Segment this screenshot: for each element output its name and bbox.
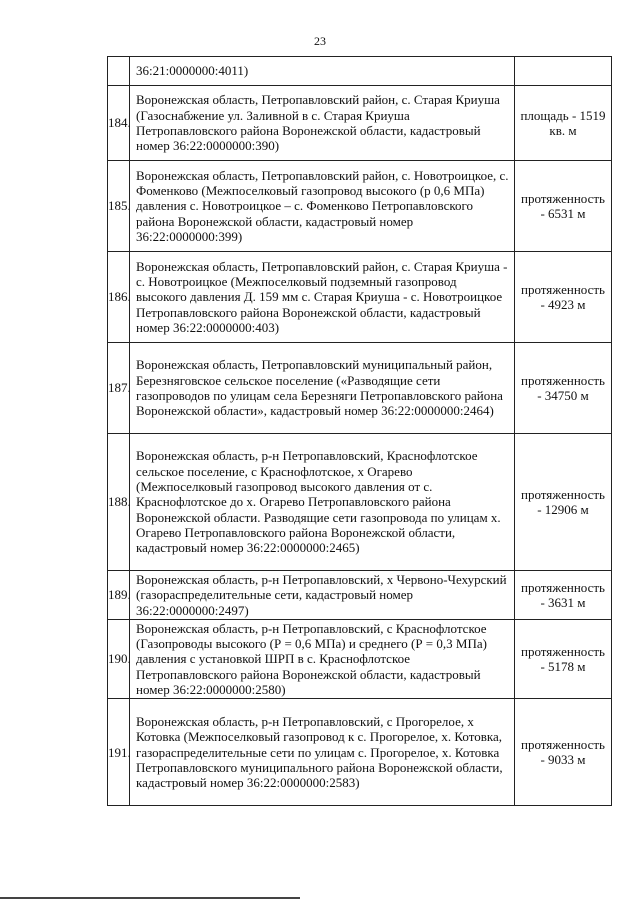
object-measure: площадь - 1519 кв. м [515, 86, 612, 161]
object-description: Воронежская область, р-н Петропавловский, с Прогорелое, х Котовка (Межпоселковый газопровод к с. Прогорелое, х. Котовка, газораспределительные сети по улицам с. Прогорелое, х. Котовка Петропавловского муниципального района Воронежской области, кадастровый номер 36:22:0000000:2583) [130, 699, 515, 806]
object-measure: протяженность - 6531 м [515, 161, 612, 252]
object-description: Воронежская область, р-н Петропавловский, с Краснофлотское (Газопроводы высокого (Р = 0,6 МПа) и среднего (Р = 0,3 МПа) давления с установкой ШРП в с. Краснофлотское Петропавловского района Воронежской области, кадастровый номер 36:22:0000000:2580) [130, 619, 515, 698]
table-row [108, 57, 612, 86]
table-row [108, 161, 612, 252]
table-row [108, 252, 612, 343]
row-number: 184. [108, 86, 130, 161]
object-measure: протяженность - 12906 м [515, 434, 612, 571]
table-row [108, 343, 612, 434]
object-description: Воронежская область, Петропавловский район, с. Старая Криуша (Газоснабжение ул. Заливной в с. Старая Криуша Петропавловского района Воронежской области, кадастровый номер 36:22:0000000:390) [130, 86, 515, 161]
object-description: 36:21:0000000:4011) [130, 57, 515, 86]
object-description: Воронежская область, р-н Петропавловский, х Червоно-Чехурский (газораспределительные сети, кадастровый номер 36:22:0000000:2497) [130, 571, 515, 620]
row-number: 186. [108, 252, 130, 343]
row-number: 189. [108, 571, 130, 620]
table-row [108, 699, 612, 806]
row-number: 190. [108, 619, 130, 698]
object-measure [515, 57, 612, 86]
object-description: Воронежская область, Петропавловский район, с. Новотроицкое, с. Фоменково (Межпоселковый газопровод высокого (р 0,6 МПа) давления с. Новотроицкое – с. Фоменково Петропавловского района Воронежской области, кадастровый номер 36:22:0000000:399) [130, 161, 515, 252]
object-measure: протяженность - 34750 м [515, 343, 612, 434]
table-row [108, 619, 612, 698]
table-row [108, 434, 612, 571]
property-register-table [107, 56, 612, 806]
table-body [108, 57, 612, 806]
object-measure: протяженность - 9033 м [515, 699, 612, 806]
footer-rule [0, 897, 300, 899]
object-measure: протяженность - 5178 м [515, 619, 612, 698]
row-number: 185. [108, 161, 130, 252]
object-measure: протяженность - 3631 м [515, 571, 612, 620]
object-measure: протяженность - 4923 м [515, 252, 612, 343]
table-row [108, 571, 612, 620]
object-description: Воронежская область, Петропавловский район, с. Старая Криуша - с. Новотроицкое (Межпоселковый подземный газопровод высокого давления Д. 159 мм с. Старая Криуша - с. Новотроицкое Петропавловского района Воронежской области, кадастровый номер 36:22:0000000:403) [130, 252, 515, 343]
row-number: 187. [108, 343, 130, 434]
page-number: 23 [314, 34, 326, 48]
table-row [108, 86, 612, 161]
row-number [108, 57, 130, 86]
row-number: 188. [108, 434, 130, 571]
object-description: Воронежская область, Петропавловский муниципальный район, Березняговское сельское поселение («Разводящие сети газопроводов по улицам села Березняги Петропавловского района Воронежской области», кадастровый номер 36:22:0000000:2464) [130, 343, 515, 434]
object-description: Воронежская область, р-н Петропавловский, Краснофлотское сельское поселение, с Краснофлотское, х Огарево (Межпоселковый газопровод высокого давления от с. Краснофлотское до х. Огарево Петропавловского района Воронежской области. Разводящие сети газопровода по улицам х. Огарево Петропавловского района Воронежской области, кадастровый номер 36:22:0000000:2465) [130, 434, 515, 571]
row-number: 191. [108, 699, 130, 806]
